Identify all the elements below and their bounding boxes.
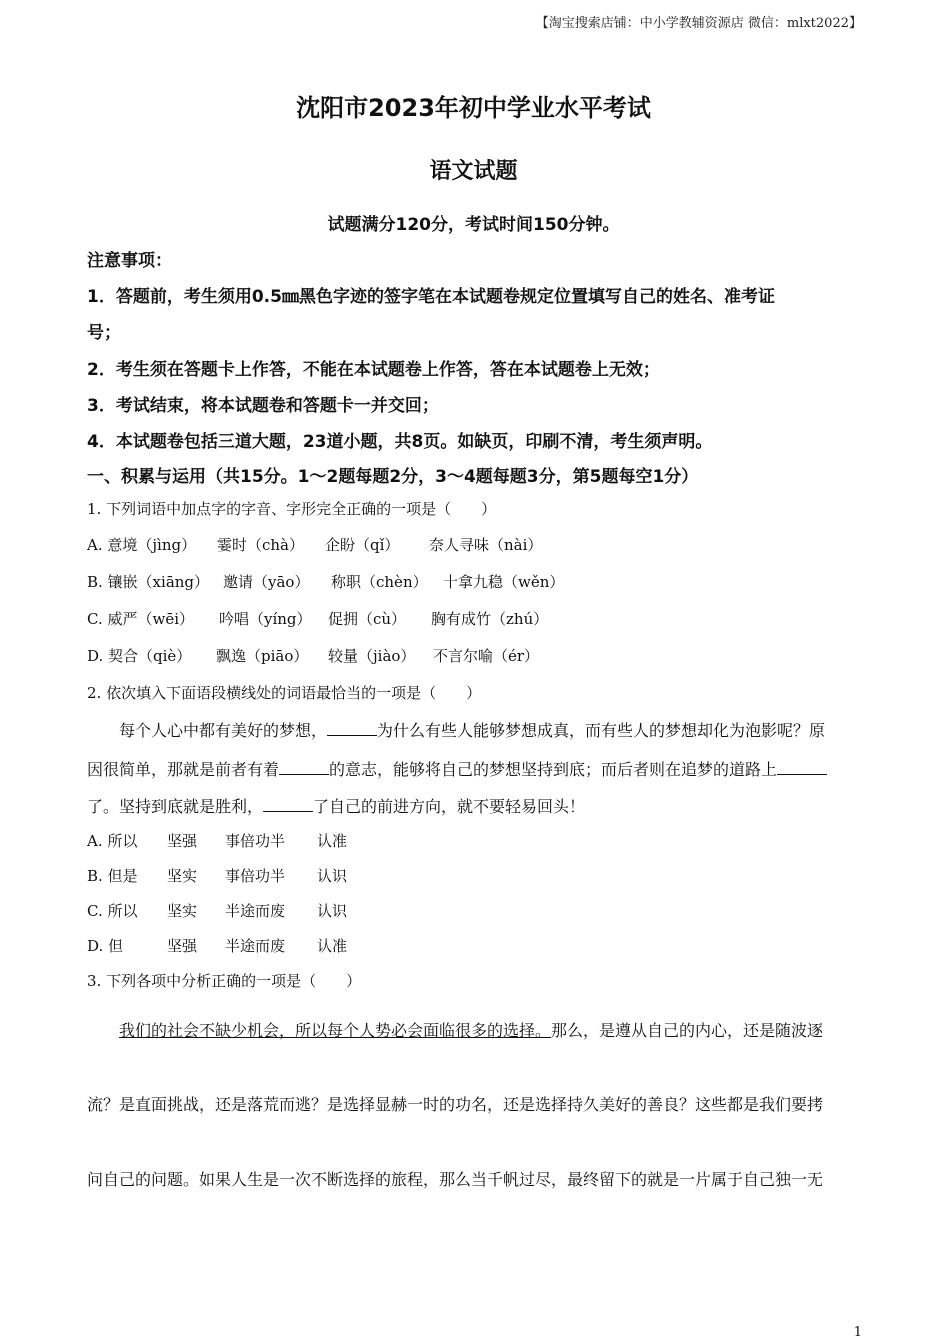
question-2-option-d: D. 但 坚强 半途而废 认准 [87, 937, 348, 955]
question-2-passage-line: 每个人心中都有美好的梦想， 为什么有些人能够梦想成真，而有些人的梦想却化为泡影呢？原 [119, 721, 826, 740]
underlined-sentence: 我们的社会不缺少机会，所以每个人势必会面临很多的选择。 [119, 1021, 552, 1040]
question-1-option-b: B. 镶嵌（xiāng） 邀请（yāo） 称职（chèn） 十拿九稳（wěn） [87, 573, 565, 591]
question-1-option-c: C. 威严（wēi） 吟唱（yíng） 促拥（cù） 胸有成竹（zhú） [87, 610, 549, 628]
answer-blank [279, 758, 329, 775]
answer-blank [263, 795, 313, 812]
question-2-passage-line: 因很简单，那就是前者有着 的意志，能够将自己的梦想坚持到底；而后者则在追梦的道路上 [87, 757, 827, 780]
page-subtitle: 语文试题 [429, 159, 518, 184]
question-1-option-a: A. 意境（jìng） 霎时（chà） 企盼（qǐ） 奈人寻味（nài） [87, 536, 543, 554]
question-2-passage-line: 了。坚持到底就是胜利， 了自己的前进方向，就不要轻易回头！ [87, 797, 586, 816]
score-line: 试题满分120分，考试时间150分钟。 [327, 215, 620, 235]
question-3-stem: 3. 下列各项中分析正确的一项是（ ） [87, 972, 362, 990]
notice-heading: 注意事项： [87, 251, 172, 271]
header-note: 【淘宝搜索店铺：中小学教辅资源店 微信：mlxt2022】 [535, 16, 862, 31]
section-heading: 一、积累与运用（共15分。1～2题每题2分，3～4题每题3分，第5题每空1分） [87, 467, 699, 487]
question-2-option-b: B. 但是 坚实 事倍功半 认识 [87, 867, 348, 885]
notice-item: 3．考试结束，将本试题卷和答题卡一并交回； [87, 396, 439, 416]
question-2-option-a: A. 所以 坚强 事倍功半 认准 [87, 832, 348, 850]
question-1-stem: 1. 下列词语中加点字的字音、字形完全正确的一项是（ ） [87, 500, 497, 518]
question-1-option-d: D. 契合（qiè） 飘逸（piāo） 较量（jiào） 不言尔喻（ér） [87, 647, 540, 665]
answer-blank [327, 719, 377, 736]
notice-item: 号； [87, 323, 121, 343]
page-number: 1 [853, 1325, 862, 1340]
question-3-passage-line: 我们的社会不缺少机会，所以每个人势必会面临很多的选择。那么，是遵从自己的内心，还是随波逐 [119, 1021, 824, 1040]
notice-item: 1．答题前，考生须用0.5㎜黑色字迹的签字笔在本试题卷规定位置填写自己的姓名、准考证 [87, 287, 775, 307]
question-2-stem: 2. 依次填入下面语段横线处的词语最恰当的一项是（ ） [87, 684, 482, 702]
notice-item: 2．考生须在答题卡上作答，不能在本试题卷上作答，答在本试题卷上无效； [87, 360, 660, 380]
question-2-option-c: C. 所以 坚实 半途而废 认识 [87, 902, 348, 920]
page-title: 沈阳市2023年初中学业水平考试 [296, 94, 651, 122]
question-3-passage-line: 问自己的问题。如果人生是一次不断选择的旅程，那么当千帆过尽，最终留下的就是一片属于自己独一无 [87, 1170, 824, 1189]
answer-blank [777, 758, 827, 775]
question-3-passage-line: 流？是直面挑战，还是落荒而逃？是选择显赫一时的功名，还是选择持久美好的善良？这些都是我们要拷 [87, 1095, 824, 1114]
notice-item: 4．本试题卷包括三道大题，23道小题，共8页。如缺页，印刷不清，考生须声明。 [87, 432, 713, 452]
